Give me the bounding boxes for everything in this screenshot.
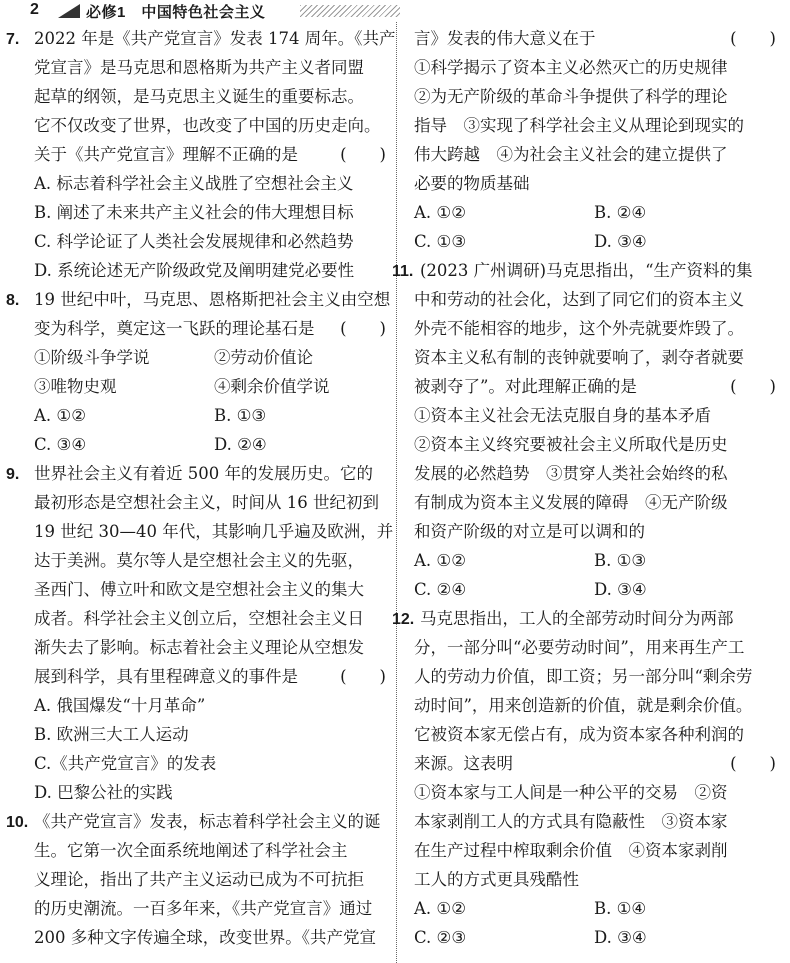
option-a: A. ①② bbox=[414, 203, 466, 222]
question-9-line: 达于美洲。莫尔等人是空想社会主义的先驱， bbox=[34, 551, 364, 570]
question-10-line: 生。它第一次全面系统地阐述了科学社会主 bbox=[34, 841, 348, 860]
answer-blank: ( ) bbox=[730, 377, 776, 396]
option-row bbox=[6, 401, 388, 430]
question-text: 2022 年是《共产党宣言》发表 174 周年。《共产 bbox=[34, 29, 396, 48]
option-row bbox=[414, 923, 778, 952]
option-row bbox=[6, 430, 388, 459]
page-header bbox=[0, 0, 790, 24]
question-8-line bbox=[6, 314, 388, 343]
option-row bbox=[414, 198, 778, 227]
option-d: D. ③④ bbox=[594, 928, 647, 947]
question-12-line: 人的劳动力价值，即工资；另一部分叫“剩余劳 bbox=[414, 667, 753, 686]
statement-row bbox=[6, 372, 388, 401]
question-9-line: 最初形态是空想社会主义，时间从 16 世纪初到 bbox=[34, 493, 379, 512]
option-row bbox=[414, 894, 778, 923]
option-row bbox=[414, 575, 778, 604]
section-title: 必修1 中国特色社会主义 bbox=[86, 4, 266, 21]
question-text: 展到科学，具有里程碑意义的事件是 bbox=[34, 667, 298, 686]
statement-line: ①科学揭示了资本主义必然灭亡的历史规律 bbox=[414, 58, 728, 77]
question-7-line: 它不仅改变了世界，也改变了中国的历史走向。 bbox=[34, 116, 381, 135]
option-row bbox=[414, 546, 778, 575]
option-c: C. 科学论证了人类社会发展规律和必然趋势 bbox=[34, 232, 354, 251]
statement-line: 在生产过程中榨取剩余价值 ④资本家剥削 bbox=[414, 841, 728, 860]
answer-blank: ( ) bbox=[340, 145, 386, 164]
question-9-line: 成者。科学社会主义创立后，空想社会主义日 bbox=[34, 609, 364, 628]
column-divider bbox=[396, 22, 397, 963]
question-11-line: 中和劳动的社会化，达到了同它们的资本主义 bbox=[414, 290, 744, 309]
question-9-line bbox=[6, 459, 388, 488]
question-number: 12. bbox=[392, 611, 415, 628]
right-column bbox=[392, 24, 778, 952]
statement-item: ①阶级斗争学说 bbox=[34, 348, 150, 367]
option-b: B. ①③ bbox=[594, 551, 647, 570]
question-number: 7. bbox=[6, 31, 20, 48]
question-8-line bbox=[6, 285, 391, 314]
question-7-line bbox=[6, 24, 396, 53]
question-text: 19 世纪中叶，马克思、恩格斯把社会主义由空想 bbox=[34, 290, 391, 309]
option-c: C. ②③ bbox=[414, 928, 467, 947]
question-10-line bbox=[414, 24, 778, 53]
option-a: A. ①② bbox=[414, 899, 466, 918]
statement-item: ③唯物史观 bbox=[34, 377, 117, 396]
answer-blank: ( ) bbox=[730, 29, 776, 48]
question-11-line bbox=[414, 372, 778, 401]
option-d: D. 系统论述无产阶级政党及阐明建党必要性 bbox=[34, 261, 355, 280]
header-triangle-ornament bbox=[58, 4, 80, 18]
statement-line: 有制成为资本主义发展的障碍 ④无产阶级 bbox=[414, 493, 728, 512]
question-number: 9. bbox=[6, 466, 20, 483]
statement-row bbox=[6, 343, 388, 372]
question-text: 世界社会主义有着近 500 年的发展历史。它的 bbox=[34, 464, 373, 483]
option-b: B. ①③ bbox=[214, 406, 267, 425]
option-a: A. 标志着科学社会主义战胜了空想社会主义 bbox=[34, 174, 354, 193]
question-11-line: 外壳不能相容的地步，这个外壳就要炸毁了。 bbox=[414, 319, 744, 338]
left-column bbox=[6, 24, 396, 952]
question-7-line bbox=[6, 140, 388, 169]
page-number: 2 bbox=[30, 1, 39, 18]
option-d: D. ②④ bbox=[214, 435, 267, 454]
answer-blank: ( ) bbox=[340, 667, 386, 686]
statement-line: ①资本家与工人间是一种公平的交易 ②资 bbox=[414, 783, 728, 802]
question-text: 来源。这表明 bbox=[414, 754, 513, 773]
question-text: (2023 广州调研)马克思指出，“生产资料的集 bbox=[420, 261, 753, 280]
question-11-line: 资本主义私有制的丧钟就要响了，剥夺者就要 bbox=[414, 348, 744, 367]
statement-line: ①资本主义社会无法克服自身的基本矛盾 bbox=[414, 406, 711, 425]
question-7-line: 党宣言》是马克思和恩格斯为共产主义者同盟 bbox=[34, 58, 364, 77]
question-10-line bbox=[6, 807, 388, 836]
statement-line: 伟大跨越 ④为社会主义社会的建立提供了 bbox=[414, 145, 728, 164]
question-10-line: 义理论，指出了共产主义运动已成为不可抗拒 bbox=[34, 870, 364, 889]
option-c: C.《共产党宣言》的发表 bbox=[34, 754, 217, 773]
option-d: D. 巴黎公社的实践 bbox=[34, 783, 173, 802]
question-number: 8. bbox=[6, 292, 20, 309]
statement-line: 发展的必然趋势 ③贯穿人类社会始终的私 bbox=[414, 464, 728, 483]
statement-line: ②资本主义终究要被社会主义所取代是历史 bbox=[414, 435, 728, 454]
option-d: D. ③④ bbox=[594, 232, 647, 251]
question-text: 《共产党宣言》发表，标志着科学社会主义的诞 bbox=[34, 812, 381, 831]
option-b: B. 阐述了未来共产主义社会的伟大理想目标 bbox=[34, 203, 354, 222]
answer-blank: ( ) bbox=[340, 319, 386, 338]
statement-line: ②为无产阶级的革命斗争提供了科学的理论 bbox=[414, 87, 728, 106]
option-b: B. ①④ bbox=[594, 899, 647, 918]
question-12-line: 分，一部分叫“必要劳动时间”，用来再生产工 bbox=[414, 638, 745, 657]
question-9-line: 圣西门、傅立叶和欧文是空想社会主义的集大 bbox=[34, 580, 364, 599]
question-text: 被剥夺了”。对此理解正确的是 bbox=[414, 377, 637, 396]
question-9-line bbox=[6, 662, 388, 691]
option-a: A. 俄国爆发“十月革命” bbox=[34, 696, 206, 715]
header-hatch-ornament bbox=[300, 5, 400, 17]
question-9-line: 19 世纪 30—40 年代，其影响几乎遍及欧洲，并 bbox=[34, 522, 394, 541]
statement-line: 必要的物质基础 bbox=[414, 174, 530, 193]
statement-line: 工人的方式更具残酷性 bbox=[414, 870, 579, 889]
option-a: A. ①② bbox=[34, 406, 86, 425]
question-text: 变为科学，奠定这一飞跃的理论基石是 bbox=[34, 319, 315, 338]
question-text: 关于《共产党宣言》理解不正确的是 bbox=[34, 145, 298, 164]
question-12-line: 它被资本家无偿占有，成为资本家各种利润的 bbox=[414, 725, 744, 744]
statement-item: ④剩余价值学说 bbox=[214, 377, 330, 396]
statement-line: 和资产阶级的对立是可以调和的 bbox=[414, 522, 645, 541]
option-c: C. ②④ bbox=[414, 580, 467, 599]
question-12-line: 动时间”，用来创造新的价值，就是剩余价值。 bbox=[414, 696, 753, 715]
question-7-line: 起草的纲领，是马克思主义诞生的重要标志。 bbox=[34, 87, 364, 106]
option-b: B. 欧洲三大工人运动 bbox=[34, 725, 189, 744]
statement-item: ②劳动价值论 bbox=[214, 348, 313, 367]
statement-line: 指导 ③实现了科学社会主义从理论到现实的 bbox=[414, 116, 744, 135]
question-10-line: 的历史潮流。一百多年来，《共产党宣言》通过 bbox=[34, 899, 373, 918]
question-text: 言》发表的伟大意义在于 bbox=[414, 29, 596, 48]
question-10-line: 200 多种文字传遍全球，改变世界。《共产党宣 bbox=[34, 928, 376, 947]
option-c: C. ③④ bbox=[34, 435, 87, 454]
answer-blank: ( ) bbox=[730, 754, 776, 773]
statement-line: 本家剥削工人的方式具有隐蔽性 ③资本家 bbox=[414, 812, 728, 831]
question-9-line: 渐失去了影响。标志着社会主义理论从空想发 bbox=[34, 638, 364, 657]
option-b: B. ②④ bbox=[594, 203, 647, 222]
question-12-line bbox=[414, 749, 778, 778]
option-c: C. ①③ bbox=[414, 232, 467, 251]
question-11-line bbox=[392, 256, 778, 285]
option-a: A. ①② bbox=[414, 551, 466, 570]
option-d: D. ③④ bbox=[594, 580, 647, 599]
question-number: 11. bbox=[392, 263, 414, 280]
question-number: 10. bbox=[6, 814, 29, 831]
option-row bbox=[414, 227, 778, 256]
question-12-line bbox=[392, 604, 778, 633]
question-text: 马克思指出，工人的全部劳动时间分为两部 bbox=[420, 609, 734, 628]
